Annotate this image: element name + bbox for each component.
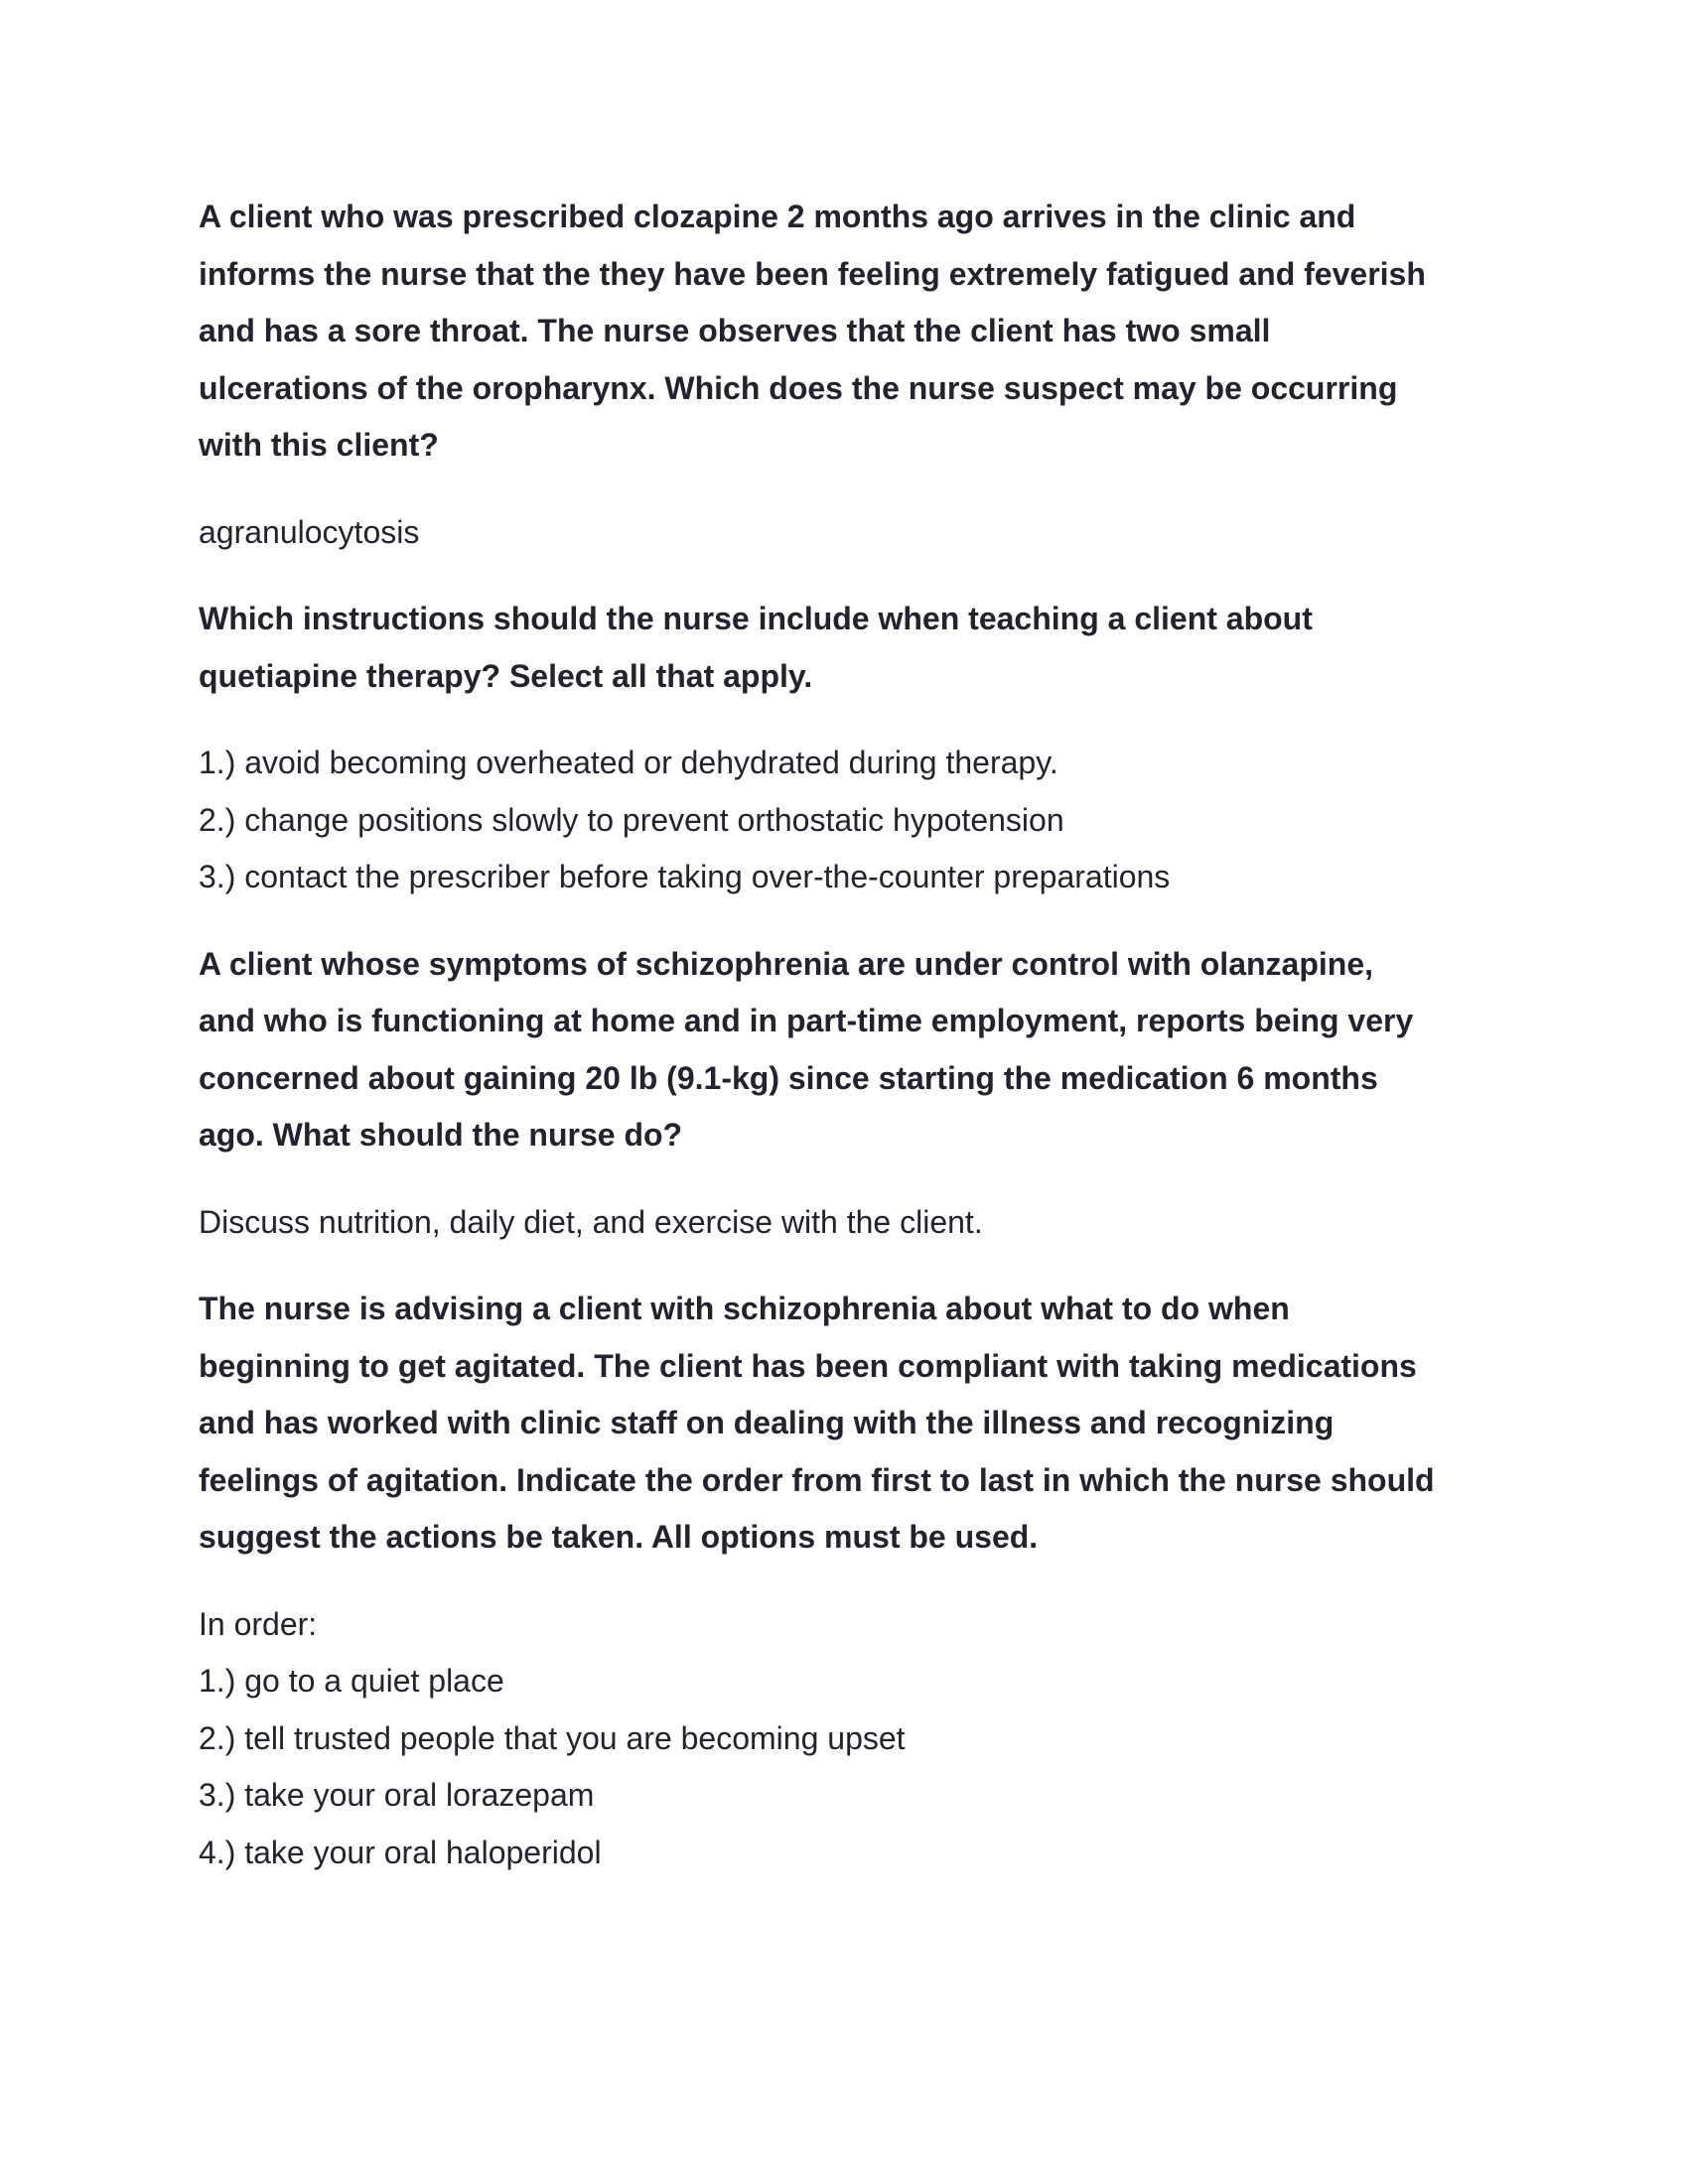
question-4-line-5: suggest the actions be taken. All options must be used.: [199, 1519, 1039, 1555]
question-4-line-3: and has worked with clinic staff on dealing with the illness and recognizing: [199, 1405, 1335, 1440]
question-4: [199, 1281, 1509, 1567]
list-item: 2.) tell trusted people that you are becoming upset: [199, 1719, 906, 1756]
question-1-line-3: and has a sore throat. The nurse observes that the client has two small: [199, 313, 1271, 348]
question-3-line-1: A client whose symptoms of schizophrenia are under control with olanzapine,: [199, 945, 1373, 982]
question-3-line-2: and who is functioning at home and in part-time employment, reports being very: [199, 1003, 1414, 1038]
answer-4-intro: In order:: [199, 1605, 318, 1642]
question-2-line-1: Which instructions should the nurse include when teaching a client about: [199, 601, 1313, 636]
answer-2-list: [199, 735, 1509, 906]
question-2-line-2: quetiapine therapy? Select all that apply.: [199, 657, 813, 694]
list-item: 2.) change positions slowly to prevent orthostatic hypotension: [199, 801, 1064, 838]
answer-3-text: Discuss nutrition, daily diet, and exercise with the client.: [199, 1203, 983, 1240]
list-item: 3.) contact the prescriber before taking over-the-counter preparations: [199, 859, 1171, 894]
document-page: [199, 189, 1509, 1905]
question-1: [199, 189, 1509, 475]
question-4-line-1: The nurse is advising a client with schizophrenia about what to do when: [199, 1291, 1290, 1326]
list-item: 1.) avoid becoming overheated or dehydrated during therapy.: [199, 745, 1058, 780]
question-3: [199, 936, 1509, 1164]
question-3-line-3: concerned about gaining 20 lb (9.1-kg) since starting the medication 6 months: [199, 1059, 1378, 1096]
question-4-line-2: beginning to get agitated. The client has been compliant with taking medications: [199, 1347, 1417, 1384]
question-2: [199, 591, 1509, 705]
answer-1-text: agranulocytosis: [199, 513, 420, 550]
list-item: 1.) go to a quiet place: [199, 1663, 504, 1699]
answer-4: [199, 1596, 1509, 1882]
answer-2: [199, 735, 1509, 906]
question-4-line-4: feelings of agitation. Indicate the order from first to last in which the nurse should: [199, 1461, 1435, 1498]
answer-3: [199, 1194, 1509, 1252]
question-1-line-1: A client who was prescribed clozapine 2 months ago arrives in the clinic and: [199, 199, 1356, 234]
question-1-line-4: ulcerations of the oropharynx. Which does the nurse suspect may be occurring: [199, 369, 1398, 406]
list-item: 4.) take your oral haloperidol: [199, 1834, 602, 1870]
question-1-line-2: informs the nurse that the they have been feeling extremely fatigued and feverish: [199, 255, 1426, 292]
question-1-line-5: with this client?: [199, 427, 439, 463]
answer-1: [199, 504, 1509, 562]
question-3-line-4: ago. What should the nurse do?: [199, 1117, 683, 1153]
list-item: 3.) take your oral lorazepam: [199, 1777, 595, 1813]
answer-4-list: [199, 1653, 1509, 1881]
